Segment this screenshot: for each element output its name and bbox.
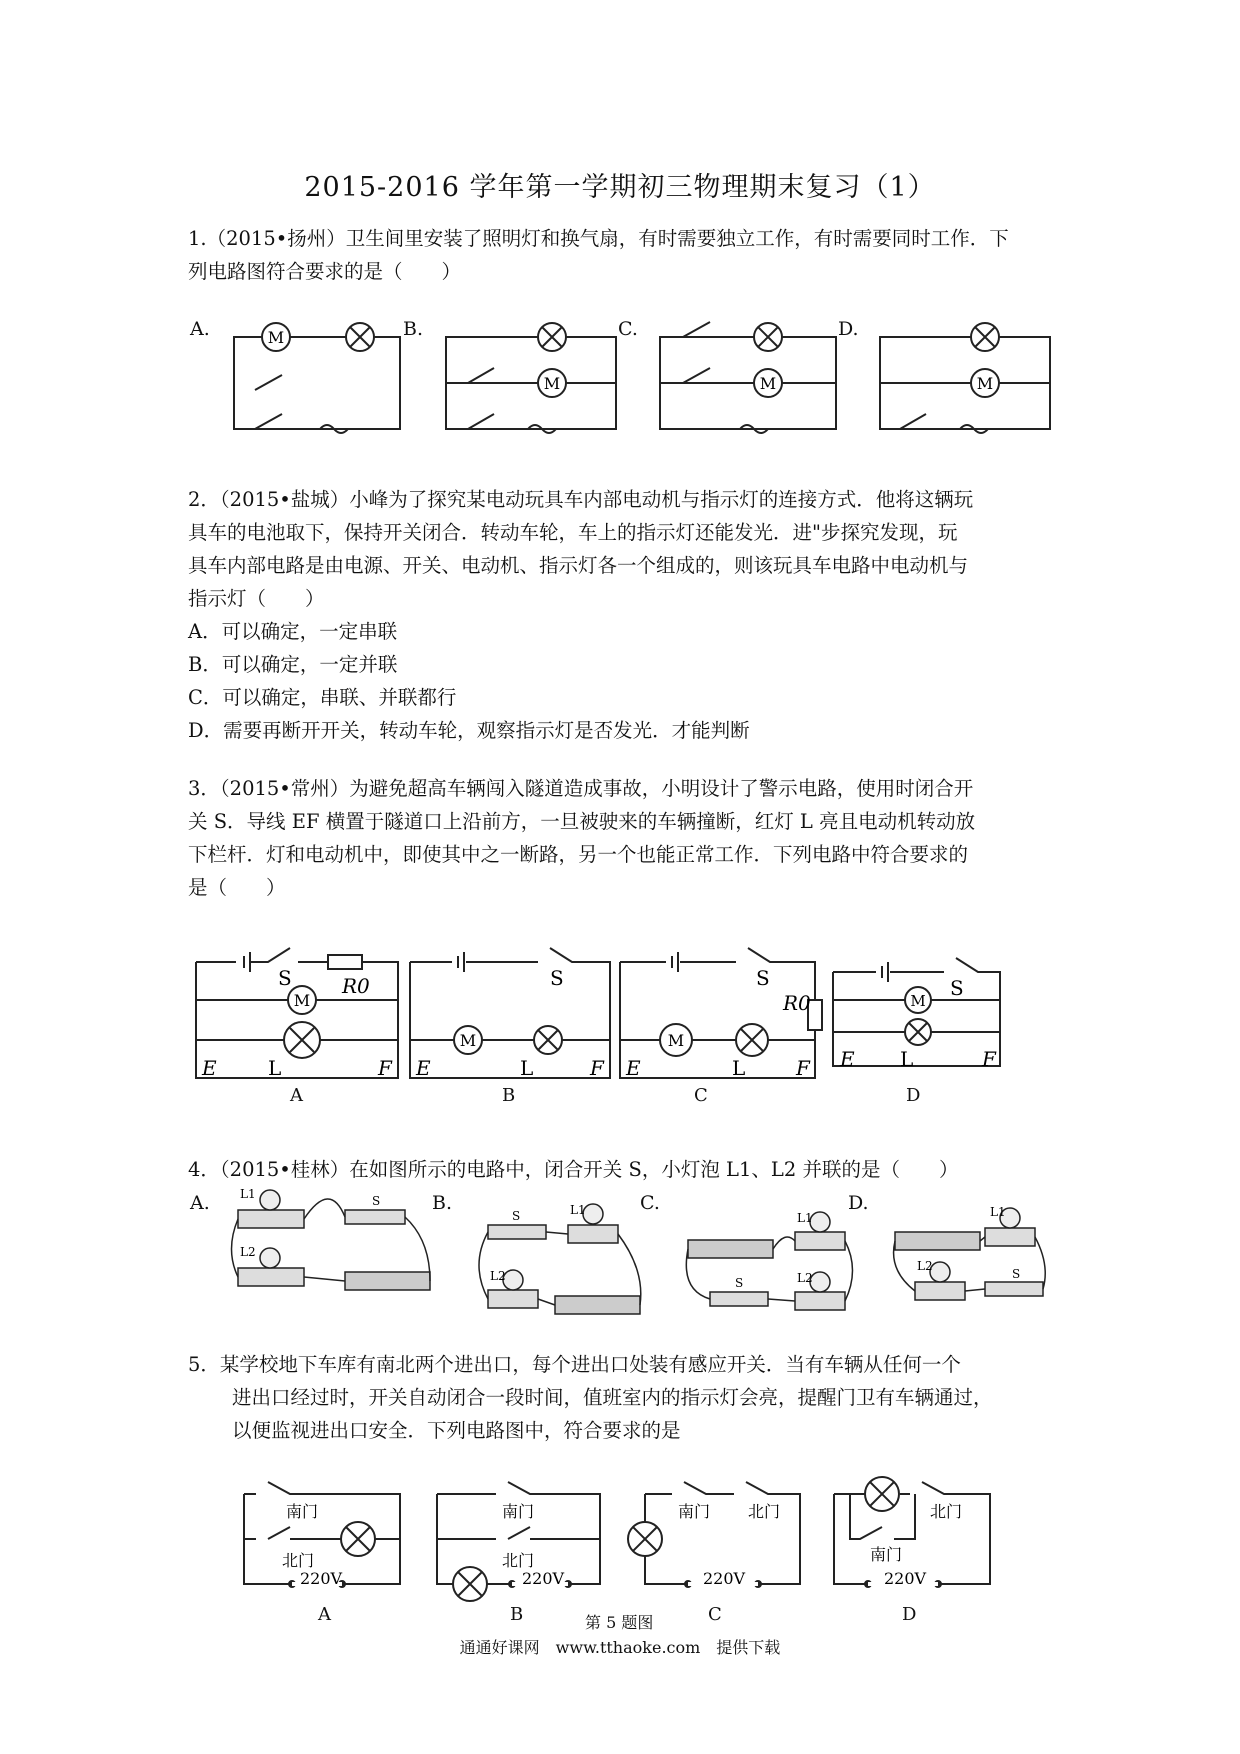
q3-a-motor-symbol: M: [293, 991, 311, 1010]
q3-c-e-label: E: [626, 1056, 641, 1080]
q5-d-south-label: 南门: [870, 1545, 903, 1564]
q3-b-lamp-label: L: [520, 1056, 534, 1080]
q3-c-resistor-label: R0: [783, 991, 811, 1015]
q1-circuit-a: [234, 323, 400, 433]
q5-circuit-b: [437, 1482, 600, 1601]
q1-c-motor-symbol: M: [759, 374, 777, 393]
q3-caption-b: B: [502, 1085, 516, 1106]
q4-a-l1-label: L1: [240, 1187, 256, 1201]
q1-circuit-b: [446, 323, 616, 433]
q5-b-north-label: 北门: [502, 1551, 535, 1570]
q4-c-l1-label: L1: [797, 1211, 813, 1225]
q3-circuit-b: [410, 948, 610, 1078]
q2-line-2: 具车的电池取下，保持开关闭合．转动车轮，车上的指示灯还能发光．进"步探究发现，玩: [188, 521, 958, 544]
q3-a-resistor-label: R0: [342, 974, 370, 998]
q4-option-a-label: A.: [190, 1192, 210, 1214]
q4-option-c-label: C.: [640, 1192, 660, 1214]
q1-circuit-c: [660, 322, 836, 433]
q5-figure-caption: 第 5 题图: [585, 1613, 654, 1632]
q4-c-s-label: S: [735, 1276, 744, 1290]
q5-a-north-label: 北门: [282, 1551, 315, 1570]
q5-line-3: 以便监视进出口安全．下列电路图中，符合要求的是: [232, 1419, 681, 1442]
footer-text: 通通好课网 www.tthaoke.com 提供下载: [459, 1638, 781, 1657]
q4-b-l2-label: L2: [490, 1269, 506, 1283]
q1-line-2: 列电路图符合要求的是（ ）: [188, 260, 462, 283]
q3-c-motor-symbol: M: [667, 1031, 685, 1050]
q5-c-north-label: 北门: [748, 1502, 781, 1521]
q5-a-voltage-label: 220V: [300, 1569, 343, 1588]
q3-d-switch-label: S: [950, 976, 964, 1000]
q5-c-voltage-label: 220V: [703, 1569, 746, 1588]
q2-option-b: B．可以确定，一定并联: [188, 653, 398, 676]
q4-option-d-label: D.: [848, 1192, 869, 1214]
q3-line-3: 下栏杆．灯和电动机中，即使其中之一断路，另一个也能正常工作．下列电路中符合要求的: [188, 843, 969, 866]
q1-a-motor-symbol: M: [267, 328, 285, 347]
q2-option-d: D．需要再断开开关，转动车轮，观察指示灯是否发光．才能判断: [188, 719, 750, 742]
q4-a-s-label: S: [372, 1194, 381, 1208]
q5-caption-a: A: [318, 1604, 331, 1625]
q5-b-south-label: 南门: [502, 1502, 535, 1521]
q3-a-e-label: E: [202, 1056, 217, 1080]
q5-caption-d: D: [902, 1604, 917, 1625]
q1-line-1: 1.（2015•扬州）卫生间里安装了照明灯和换气扇，有时需要独立工作，有时需要同时工作．下: [188, 227, 1009, 250]
q1-option-c-label: C.: [618, 318, 638, 340]
q2-option-c: C．可以确定，串联、并联都行: [188, 686, 457, 709]
q5-c-south-label: 南门: [678, 1502, 711, 1521]
q3-d-e-label: E: [840, 1047, 855, 1071]
q3-d-f-label: F: [982, 1047, 996, 1071]
q1-option-b-label: B.: [403, 318, 424, 340]
q2-line-1: 2．（2015•盐城）小峰为了探究某电动玩具车内部电动机与指示灯的连接方式．他将这辆玩: [188, 488, 974, 511]
q3-d-motor-symbol: M: [910, 992, 926, 1010]
q1-circuit-d: [880, 323, 1050, 433]
q3-d-lamp-label: L: [900, 1047, 914, 1071]
q1-b-motor-symbol: M: [543, 374, 561, 393]
q4-d-l1-label: L1: [990, 1205, 1006, 1219]
q3-b-switch-label: S: [550, 966, 564, 990]
q4-a-l2-label: L2: [240, 1245, 256, 1259]
q5-a-south-label: 南门: [286, 1502, 319, 1521]
q1-d-motor-symbol: M: [976, 374, 994, 393]
q3-line-1: 3．（2015•常州）为避免超高车辆闯入隧道造成事故，小明设计了警示电路，使用时闭合开: [188, 777, 974, 800]
q4-photo-b: [479, 1204, 641, 1314]
q3-caption-c: C: [694, 1085, 708, 1106]
q4-b-s-label: S: [512, 1209, 521, 1223]
q3-b-motor-symbol: M: [459, 1031, 477, 1050]
q2-line-3: 具车内部电路是由电源、开关、电动机、指示灯各一个组成的，则该玩具车电路中电动机与: [188, 554, 969, 577]
q3-caption-d: D: [906, 1085, 921, 1106]
q4-d-l2-label: L2: [917, 1259, 933, 1273]
q5-d-north-label: 北门: [930, 1502, 963, 1521]
q3-c-lamp-label: L: [732, 1056, 746, 1080]
q3-line-2: 关 S．导线 EF 横置于隧道口上沿前方，一旦被驶来的车辆撞断，红灯 L 亮且电动机转动放: [188, 810, 976, 833]
q4-c-l2-label: L2: [797, 1271, 813, 1285]
q5-b-voltage-label: 220V: [522, 1569, 565, 1588]
page-title: 2015-2016 学年第一学期初三物理期末复习（1）: [304, 172, 936, 203]
q3-a-switch-label: S: [278, 966, 292, 990]
q5-line-1: 5．某学校地下车库有南北两个进出口，每个进出口处装有感应开关．当有车辆从任何一个: [188, 1353, 961, 1376]
q1-option-d-label: D.: [838, 318, 859, 340]
q4-option-b-label: B.: [432, 1192, 453, 1214]
q3-caption-a: A: [290, 1085, 303, 1106]
q4-photo-c: [686, 1212, 852, 1310]
q4-b-l1-label: L1: [570, 1203, 586, 1217]
q5-d-voltage-label: 220V: [884, 1569, 927, 1588]
q3-b-e-label: E: [416, 1056, 431, 1080]
q4-photo-a: [232, 1190, 431, 1290]
q3-c-f-label: F: [796, 1056, 810, 1080]
q3-a-lamp-label: L: [268, 1056, 282, 1080]
q5-line-2: 进出口经过时，开关自动闭合一段时间，值班室内的指示灯会亮，提醒门卫有车辆通过，: [232, 1386, 993, 1409]
q3-line-4: 是（ ）: [188, 876, 286, 899]
q5-caption-c: C: [708, 1604, 722, 1625]
q2-option-a: A．可以确定，一定串联: [188, 620, 398, 643]
q2-line-4: 指示灯（ ）: [188, 587, 325, 610]
q3-b-f-label: F: [590, 1056, 604, 1080]
q4-line-1: 4．（2015•桂林）在如图所示的电路中，闭合开关 S，小灯泡 L1、L2 并联的是（ ）: [188, 1158, 959, 1181]
q5-caption-b: B: [510, 1604, 524, 1625]
q3-c-switch-label: S: [756, 966, 770, 990]
q4-d-s-label: S: [1012, 1267, 1021, 1281]
q4-photo-d: [894, 1208, 1046, 1300]
q3-circuit-a: [196, 948, 398, 1078]
q3-circuit-d: [833, 958, 1000, 1066]
q3-a-f-label: F: [378, 1056, 392, 1080]
q1-option-a-label: A.: [190, 318, 210, 340]
